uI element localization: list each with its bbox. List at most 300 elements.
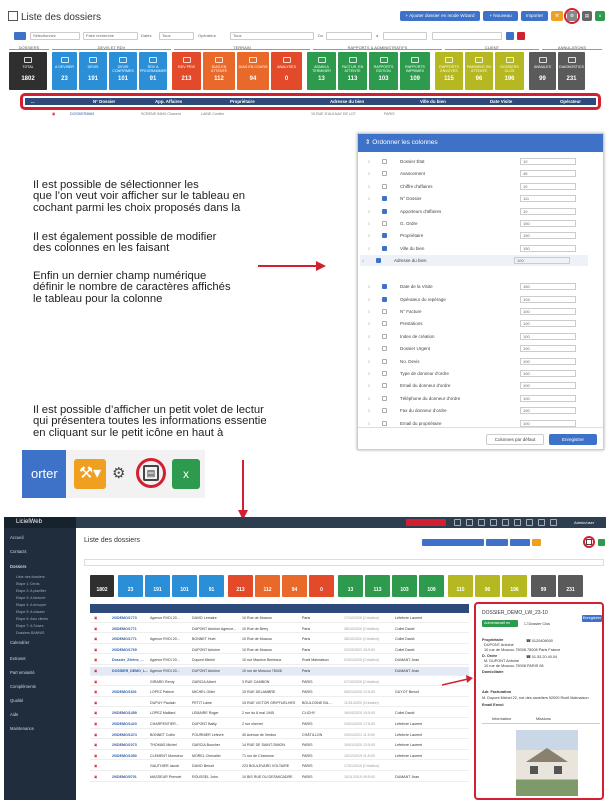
sidebar-item[interactable]: Dossiers xyxy=(10,564,27,569)
cell: Paris xyxy=(302,669,311,673)
closed-checkbox[interactable]: ☐ Dossier Clos xyxy=(524,622,550,626)
tile-count: 109 xyxy=(409,76,420,82)
column-checkbox[interactable] xyxy=(382,297,387,302)
user-name: Admin/user xyxy=(574,520,595,525)
char-count-input[interactable]: 10 xyxy=(520,208,576,215)
row-icon[interactable]: ▣ xyxy=(94,775,98,779)
status-tile[interactable]: 96 xyxy=(475,575,500,597)
add-wizard-button[interactable]: + Ajouter dossier en mode Wizard xyxy=(400,11,480,21)
cell: Dupont Michel xyxy=(192,658,215,663)
column-checkbox[interactable] xyxy=(376,258,381,263)
status-tile[interactable] xyxy=(435,52,463,90)
column-row[interactable] xyxy=(366,206,576,217)
char-count-input[interactable]: 150 xyxy=(520,232,576,239)
status-tile[interactable]: 91 xyxy=(199,575,224,597)
status-tile[interactable] xyxy=(400,52,430,90)
new-button[interactable]: + Nouveau xyxy=(483,11,518,21)
table-row[interactable] xyxy=(90,646,469,655)
column-checkbox[interactable] xyxy=(382,383,387,388)
row-icon[interactable]: ▣ xyxy=(94,637,98,642)
status-tile[interactable] xyxy=(237,52,269,90)
cell: 10 Rue de Moscou xyxy=(242,637,273,642)
char-count-input[interactable]: 45 xyxy=(520,170,576,177)
flag-icon[interactable] xyxy=(526,519,533,526)
gears-icon-zoom[interactable]: ⚙ xyxy=(112,465,126,482)
status-tile[interactable]: 231 xyxy=(558,575,583,597)
drag-handle-icon[interactable]: ↕ xyxy=(367,296,371,302)
calendar-icon[interactable] xyxy=(466,519,473,526)
cell: 10 Rue de Moscou xyxy=(242,616,273,620)
cell: GUYOT Benoit xyxy=(395,690,419,695)
row-icon[interactable]: ▣ xyxy=(94,626,98,631)
column-row[interactable] xyxy=(366,294,576,305)
tile-label: DEVIS CONFIRMES xyxy=(112,65,134,73)
sidebar-item[interactable]: Etape 5: A classer xyxy=(16,610,45,614)
column-label: Prestations xyxy=(400,321,423,327)
reader-panel-icon[interactable]: ▤ xyxy=(582,11,592,21)
cell: Agence RVDI 20... xyxy=(150,658,180,663)
excel-icon[interactable]: x xyxy=(595,11,605,21)
cell: Collet David xyxy=(395,711,415,716)
column-checkbox[interactable] xyxy=(382,284,387,289)
column-label: Propriétaire xyxy=(400,233,424,239)
tile-icon xyxy=(411,57,419,63)
tile-icon xyxy=(183,57,191,63)
status-tile[interactable] xyxy=(338,52,367,90)
column-checkbox[interactable] xyxy=(382,233,387,238)
row-icon[interactable]: ▣ xyxy=(94,616,98,620)
column-checkbox[interactable] xyxy=(382,346,387,351)
reader-save-button[interactable]: Enregistrer xyxy=(582,616,602,620)
column-row[interactable] xyxy=(366,380,576,391)
table-row[interactable] xyxy=(90,699,469,708)
drag-handle-icon[interactable]: ↕ xyxy=(367,371,371,376)
column-row[interactable] xyxy=(366,230,576,241)
table-row[interactable] xyxy=(90,656,469,665)
user-icon[interactable] xyxy=(514,519,521,526)
cell: Paris xyxy=(302,637,311,642)
column-label: Fax du donneur d'ordre xyxy=(400,408,447,414)
drag-handle-icon[interactable]: ↕ xyxy=(367,408,371,414)
col-affaires[interactable]: App. Affaires xyxy=(155,99,183,104)
col-date[interactable]: Date Visite xyxy=(490,99,513,104)
tile-count: 99 xyxy=(539,76,546,82)
column-row[interactable] xyxy=(366,343,576,354)
drag-handle-icon[interactable]: ↕ xyxy=(367,221,371,226)
cell: Collet David xyxy=(395,637,415,642)
column-row[interactable] xyxy=(366,405,576,416)
column-checkbox[interactable] xyxy=(382,196,387,201)
char-count-input[interactable]: 100 xyxy=(520,358,576,365)
row-icon[interactable]: ▣ xyxy=(94,679,98,684)
cell: 10 rue Maurice Berteaux xyxy=(242,658,282,663)
table-row[interactable] xyxy=(90,731,469,740)
cell: THOMAS Michel xyxy=(150,743,177,748)
new-button-2[interactable] xyxy=(486,539,508,546)
drag-handle-icon[interactable]: ↕ xyxy=(367,333,371,339)
sidebar-item[interactable]: Qualité xyxy=(10,698,24,703)
settings-dropdown-button[interactable] xyxy=(551,11,563,21)
search-input[interactable]: Faire recherche xyxy=(83,32,138,40)
column-row[interactable] xyxy=(366,168,576,179)
date-from-input[interactable] xyxy=(326,32,372,40)
column-checkbox[interactable] xyxy=(382,309,387,314)
char-count-input[interactable]: 100 xyxy=(514,257,570,264)
table-row[interactable] xyxy=(90,667,469,676)
reset-button[interactable] xyxy=(517,32,525,40)
status-tile[interactable] xyxy=(139,52,167,90)
search-button[interactable] xyxy=(506,32,514,40)
cell: 2 rue chevrel xyxy=(242,722,263,726)
status-tile[interactable]: 191 xyxy=(145,575,170,597)
cell: PARIS xyxy=(302,743,313,748)
drag-handle-icon[interactable]: ↕ xyxy=(367,395,371,401)
filter-toggle-button[interactable] xyxy=(14,32,26,40)
cell: ROUSSEL John xyxy=(192,775,218,779)
category-select[interactable]: Sélectionnez xyxy=(30,32,80,40)
drag-handle-icon[interactable]: ↕ xyxy=(367,233,371,239)
status-tile[interactable] xyxy=(271,52,302,90)
table-row[interactable] xyxy=(90,709,469,718)
window-shape xyxy=(530,766,538,774)
operator-select[interactable]: Tous xyxy=(230,32,314,40)
table-row[interactable] xyxy=(90,741,469,750)
col-adresse[interactable]: Adresse du bien xyxy=(330,99,365,104)
order-columns-dialog xyxy=(357,133,604,450)
cell: Lefebvre Laurent xyxy=(395,722,423,726)
table-row[interactable] xyxy=(90,688,469,697)
table-row[interactable] xyxy=(90,625,469,634)
status-tile[interactable]: 13 xyxy=(338,575,363,597)
dates-select[interactable]: Tous xyxy=(159,32,194,40)
status-tile[interactable] xyxy=(52,52,77,90)
status-tile[interactable]: 101 xyxy=(172,575,197,597)
sidebar-item[interactable]: Etape 1: Devis xyxy=(16,582,40,586)
sidebar-item[interactable]: Part emianité xyxy=(10,670,35,675)
table-row[interactable] xyxy=(90,762,469,771)
sidebar-item[interactable]: Dossiers BANNIS xyxy=(16,631,45,635)
drag-handle-icon[interactable]: ↕ xyxy=(367,358,371,364)
reader-panel-icon-zoom[interactable]: ▤ xyxy=(143,465,159,481)
column-checkbox[interactable] xyxy=(382,209,387,214)
cell: 20/DEMO/1423 xyxy=(112,722,137,726)
sidebar-item[interactable]: Calendrier xyxy=(10,640,30,645)
status-tile[interactable] xyxy=(172,52,201,90)
bell-icon[interactable] xyxy=(478,519,485,526)
column-checkbox[interactable] xyxy=(382,321,387,326)
col-ville[interactable]: Ville du bien xyxy=(420,99,446,104)
help-icon[interactable] xyxy=(550,519,557,526)
tile-label: RAPPORTS ENVOYES xyxy=(439,65,459,73)
col-menu[interactable]: ... xyxy=(31,99,35,104)
sidebar-item[interactable]: Accueil xyxy=(10,535,24,540)
char-count-input[interactable]: 150 xyxy=(520,245,576,252)
gears-icon[interactable]: ⚙ xyxy=(567,11,577,21)
sidebar-item[interactable]: Etape 3: A facturer xyxy=(16,596,46,600)
status-tile[interactable] xyxy=(558,52,585,90)
cell: Paris xyxy=(302,647,311,652)
char-count-input[interactable]: 100 xyxy=(520,320,576,327)
column-label: Apporteurs d'affaires xyxy=(400,208,442,214)
sidebar-item[interactable]: Compléments xyxy=(10,684,36,689)
operator-label: Opérateur xyxy=(198,33,217,38)
status-tile[interactable]: 109 xyxy=(419,575,444,597)
status-tile[interactable] xyxy=(465,52,493,90)
status-tile[interactable]: 23 xyxy=(118,575,143,597)
cell: DAVID Lemaire xyxy=(192,616,217,620)
drag-handle-icon[interactable]: ↕ xyxy=(367,284,371,290)
cell: 10/01/2020 12:5:00 xyxy=(344,743,375,748)
cell: 10 BIS RUE DU DESMICADRE xyxy=(242,775,293,779)
cell: 15 RUE DELAMBRE xyxy=(242,690,276,695)
char-count-input[interactable]: 150 xyxy=(520,220,576,227)
column-label: Chiffre d'affaires xyxy=(400,183,433,189)
cell: 20/DEMO/1773 xyxy=(112,616,137,620)
row-icon[interactable]: ▣ xyxy=(94,690,98,695)
char-count-input[interactable]: 100 xyxy=(520,395,576,402)
excel-icon-zoom[interactable]: x xyxy=(172,459,200,489)
column-row[interactable] xyxy=(366,193,576,204)
drag-handle-icon[interactable]: ↕ xyxy=(367,383,371,389)
char-count-input[interactable]: 10 xyxy=(520,158,576,165)
tile-label: ADMIN A TERMINER xyxy=(312,65,331,73)
reader-panel-icon-2[interactable] xyxy=(586,539,592,545)
import-button[interactable]: Importer xyxy=(521,11,548,21)
wrench-button-2[interactable] xyxy=(532,539,541,546)
column-row[interactable] xyxy=(366,306,576,317)
char-count-input[interactable]: 10 xyxy=(520,183,576,190)
status-tile[interactable] xyxy=(203,52,235,90)
column-checkbox[interactable] xyxy=(382,246,387,251)
column-row[interactable] xyxy=(366,393,576,404)
cell: 20/DEMO/0701 xyxy=(112,775,137,779)
column-label: Dossier Urgent xyxy=(400,346,431,352)
doc-icon[interactable] xyxy=(490,519,497,526)
tile-label: DIAG EN COURS xyxy=(238,65,268,69)
status-tile[interactable]: 1802 xyxy=(90,575,114,597)
status-tile[interactable]: 196 xyxy=(502,575,527,597)
table-row[interactable] xyxy=(90,635,469,644)
drag-handle-icon[interactable]: ↕ xyxy=(367,245,371,251)
char-count-input[interactable]: 104 xyxy=(520,296,576,303)
status-tile[interactable] xyxy=(109,52,137,90)
sidebar-item[interactable]: Etape 7: A Suivre xyxy=(16,624,44,628)
cell: BONNET Huet xyxy=(192,637,216,642)
drag-handle-icon[interactable]: ↕ xyxy=(367,208,371,214)
char-count-input[interactable]: 100 xyxy=(520,407,576,414)
table-row[interactable] xyxy=(90,720,469,729)
char-count-input[interactable]: 100 xyxy=(520,370,576,377)
table-row[interactable] xyxy=(90,752,469,761)
char-count-input[interactable]: 100 xyxy=(520,308,576,315)
table-row[interactable]: ▣ DOSSIER3669 SCRENE INMO Chavent LAINE Cordier 15 RUE D'AULNAY DE LOT PARIS xyxy=(52,112,395,116)
list-icon[interactable] xyxy=(538,519,545,526)
pdf-icon: ▣ xyxy=(52,112,56,116)
column-checkbox[interactable] xyxy=(382,184,387,189)
column-label: Adresse du bien xyxy=(394,258,427,264)
alert-badge[interactable] xyxy=(406,519,446,526)
char-count-input[interactable]: 100 xyxy=(520,333,576,340)
sidebar-item[interactable]: Extranet xyxy=(10,656,26,661)
wrench-dropdown-zoom[interactable]: ⚒▾ xyxy=(74,459,106,489)
column-checkbox[interactable] xyxy=(382,421,387,426)
column-checkbox[interactable] xyxy=(382,359,387,364)
save-columns-button[interactable]: Enregistrer xyxy=(549,434,597,445)
cell: DOSSIER_DEMO_L... xyxy=(112,669,148,673)
tab-information[interactable]: Information xyxy=(492,717,511,721)
extra-filter-select[interactable] xyxy=(432,32,502,40)
house-photo xyxy=(516,730,578,796)
drag-handle-icon[interactable]: ↕ xyxy=(367,159,371,164)
column-checkbox[interactable] xyxy=(382,221,387,226)
sidebar-item[interactable]: Contacts xyxy=(10,549,27,554)
drag-handle-icon[interactable]: ↕ xyxy=(367,420,371,426)
row-icon[interactable]: ▣ xyxy=(94,732,98,737)
column-checkbox[interactable] xyxy=(382,171,387,176)
char-count-input[interactable]: 150 xyxy=(520,283,576,290)
status-tile[interactable] xyxy=(529,52,556,90)
tile-count: 191 xyxy=(87,76,98,82)
table-row[interactable] xyxy=(90,614,469,623)
char-count-input[interactable]: 111 xyxy=(520,195,576,202)
table-header xyxy=(25,98,596,105)
drag-handle-icon[interactable]: ↕ xyxy=(367,309,371,314)
column-row[interactable] xyxy=(366,156,576,167)
column-checkbox[interactable] xyxy=(382,334,387,339)
col-operateur[interactable]: Opérateur xyxy=(560,99,581,104)
import-button-2[interactable] xyxy=(510,539,530,546)
row-icon[interactable]: ▣ xyxy=(94,669,98,673)
add-wizard-button-2[interactable] xyxy=(422,539,484,546)
cell: 07/10/2020 (Création) xyxy=(344,679,379,684)
dialog-header: ⇕ Ordonner les colonnes xyxy=(358,134,603,152)
toolbar-zoom xyxy=(22,450,205,498)
page-title: Liste des dossiers xyxy=(8,11,101,23)
char-count-input[interactable]: 100 xyxy=(520,420,576,427)
column-label: Ville du bien xyxy=(400,245,425,251)
cell: 71 rue de Charonne xyxy=(242,753,274,758)
status-tile[interactable]: 112 xyxy=(255,575,280,597)
column-row[interactable] xyxy=(366,218,576,229)
table-row[interactable] xyxy=(90,773,469,782)
mail-icon[interactable] xyxy=(454,519,461,526)
import-button-zoom[interactable]: orter xyxy=(22,450,66,498)
filter-bar xyxy=(8,31,604,42)
col-proprietaire[interactable]: Propriétaire xyxy=(230,99,255,104)
explanation-char-count: Enfin un dernier champ numérique définir le nombre de caractères affichés le tableau pour la colonne xyxy=(33,270,231,305)
tile-label: DEVIS xyxy=(87,65,99,69)
column-row[interactable] xyxy=(366,181,576,192)
row-icon[interactable]: ▣ xyxy=(94,722,98,726)
cell: 14 RUE DE SAINT-SIMON xyxy=(242,743,285,748)
status-tile[interactable] xyxy=(9,52,47,90)
table-row[interactable] xyxy=(90,678,469,687)
row-icon[interactable]: ▣ xyxy=(94,764,98,769)
tile-icon xyxy=(89,57,97,63)
filter-bar-2[interactable] xyxy=(84,559,604,566)
drag-handle-icon[interactable]: ↕ xyxy=(367,171,371,177)
cell: PARIS xyxy=(302,753,313,758)
column-row[interactable] xyxy=(366,243,576,254)
status-tile[interactable]: 0 xyxy=(309,575,334,597)
chart-icon[interactable] xyxy=(502,519,509,526)
status-tile[interactable] xyxy=(79,52,107,90)
row-icon[interactable]: ▣ xyxy=(94,753,98,758)
tile-label: ANALYSES xyxy=(277,65,296,69)
column-row[interactable] xyxy=(360,255,588,266)
column-checkbox[interactable] xyxy=(382,159,387,164)
cell: 17/01/2019 (Création) xyxy=(344,764,379,769)
tab-missions[interactable]: Missions xyxy=(536,717,551,721)
char-count-input[interactable]: 100 xyxy=(520,382,576,389)
status-tile[interactable]: 103 xyxy=(392,575,417,597)
status-tile[interactable]: 99 xyxy=(531,575,556,597)
row-icon[interactable]: ▣ xyxy=(94,647,98,652)
tile-icon xyxy=(149,57,157,63)
explanation-reader-panel: Il est possible d’afficher un petit volet de lectur qui présentera toutes les informations essentie en cliquant sur le petit icône en haut à xyxy=(33,405,267,439)
sidebar-item[interactable]: Etape 2: A planifier xyxy=(16,589,46,593)
excel-icon-2[interactable] xyxy=(598,539,605,546)
drag-handle-icon[interactable]: ↕ xyxy=(367,183,371,189)
sidebar-item[interactable]: Etape 6: Avis clients xyxy=(16,617,49,621)
cell: 17/10/2020 (Création) xyxy=(344,616,379,620)
status-tile[interactable]: 113 xyxy=(365,575,390,597)
char-count-input[interactable]: 100 xyxy=(520,345,576,352)
group-terrain: TERRAIN xyxy=(174,45,310,50)
column-row[interactable] xyxy=(366,368,576,379)
column-checkbox[interactable] xyxy=(382,371,387,376)
status-select[interactable]: Administratif en xyxy=(482,620,518,627)
status-tile[interactable]: 94 xyxy=(282,575,307,597)
column-row[interactable] xyxy=(366,281,576,292)
row-icon[interactable]: ▣ xyxy=(94,658,98,663)
column-row[interactable] xyxy=(366,318,576,329)
row-icon[interactable]: ▣ xyxy=(94,743,98,748)
sidebar-item[interactable]: Aide xyxy=(10,712,19,717)
cell: DUPUY Paulain xyxy=(150,700,176,705)
sidebar-item[interactable]: Maintenance xyxy=(10,726,34,731)
cell: 20/DEMO/1073 xyxy=(112,743,137,748)
column-checkbox[interactable] xyxy=(382,408,387,413)
sidebar-item[interactable]: Etape 4: A envoyer xyxy=(16,603,47,607)
drag-handle-icon[interactable]: ↕ xyxy=(367,346,371,352)
status-tile[interactable] xyxy=(369,52,398,90)
column-row[interactable] xyxy=(366,356,576,367)
column-checkbox[interactable] xyxy=(382,396,387,401)
cell: CHARPENTIER... xyxy=(150,722,179,726)
default-columns-button[interactable]: Colonnes par défaut xyxy=(486,434,544,445)
row-icon[interactable]: ▣ xyxy=(94,700,98,705)
column-row[interactable] xyxy=(366,331,576,342)
date-to-input[interactable] xyxy=(383,32,427,40)
status-tile[interactable]: 213 xyxy=(228,575,253,597)
cell: LOPEZ Patrice xyxy=(150,690,174,695)
drag-handle-icon[interactable]: ↕ xyxy=(367,321,371,327)
drag-handle-icon[interactable]: ↕ xyxy=(367,196,371,202)
row-icon[interactable]: ▣ xyxy=(94,711,98,716)
arrow-right-icon xyxy=(258,258,328,278)
tile-label: TOTAL xyxy=(22,65,34,69)
tile-count: 113 xyxy=(347,76,358,82)
phone-icon: ☎ 0120408000 xyxy=(526,639,553,643)
col-dossier[interactable]: N° Dossier xyxy=(93,99,116,104)
status-tile[interactable] xyxy=(307,52,336,90)
tile-count: 112 xyxy=(214,76,224,82)
sidebar-item[interactable]: Liste des dossiers xyxy=(16,575,45,579)
drag-handle-icon[interactable]: ↕ xyxy=(361,258,365,264)
status-tile[interactable] xyxy=(495,52,524,90)
status-tile[interactable]: 115 xyxy=(448,575,473,597)
